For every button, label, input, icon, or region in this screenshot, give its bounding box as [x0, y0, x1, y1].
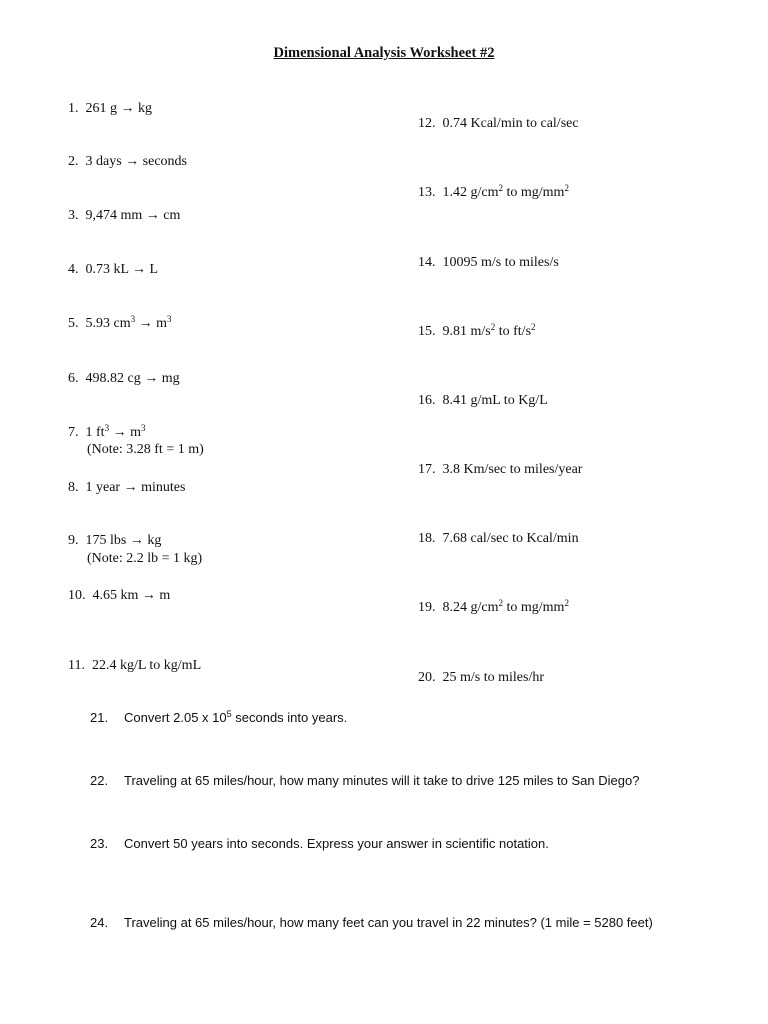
problem-from: 1 ft [85, 425, 105, 440]
problem-1 [68, 100, 152, 118]
problem-number: 22. [90, 773, 109, 788]
problem-to: L [149, 262, 159, 277]
problem-10 [68, 587, 170, 605]
problem-text: 8.24 g/cm [442, 600, 499, 615]
problem-number: 9. [68, 533, 79, 548]
exponent: 3 [167, 314, 172, 324]
problem-to: cm [163, 208, 181, 223]
problem-number: 23. [90, 836, 109, 851]
problem-3 [68, 207, 180, 225]
problem-12 [418, 115, 579, 133]
problem-text: to mg/mm [503, 600, 565, 615]
problem-text: 7.68 cal/sec to Kcal/min [442, 531, 579, 546]
problem-number: 16. [418, 393, 436, 408]
problem-to: kg [138, 101, 152, 116]
problem-to: m [156, 316, 167, 331]
exponent: 2 [498, 598, 503, 608]
problem-24 [90, 914, 653, 932]
problem-number: 6. [68, 371, 79, 386]
problem-text: 8.41 g/mL to Kg/L [442, 393, 548, 408]
problem-from: 175 lbs [85, 533, 127, 548]
problem-number: 1. [68, 101, 79, 116]
arrow-icon: → [112, 425, 127, 440]
problem-22 [90, 772, 639, 790]
problem-number: 11. [68, 658, 85, 673]
arrow-icon: → [132, 262, 147, 277]
problem-6 [68, 370, 180, 388]
problem-text: Traveling at 65 miles/hour, how many minutes will it take to drive 125 miles to San Diego? [124, 773, 640, 788]
problem-14 [418, 254, 559, 272]
arrow-icon: → [120, 101, 135, 116]
problem-text: Convert 2.05 x 10 [124, 710, 227, 725]
arrow-icon: → [138, 316, 153, 331]
problem-13 [418, 184, 569, 202]
problem-18 [418, 530, 579, 548]
exponent: 2 [498, 183, 503, 193]
problem-number: 17. [418, 462, 436, 477]
problem-5 [68, 315, 172, 333]
problem-number: 5. [68, 316, 79, 331]
problem-19 [418, 599, 569, 617]
problem-to: m [130, 425, 141, 440]
problem-8 [68, 479, 185, 497]
problem-number: 15. [418, 324, 436, 339]
problem-from: 1 year [85, 480, 121, 495]
arrow-icon: → [125, 154, 140, 169]
problem-number: 20. [418, 670, 436, 685]
problem-text: to ft/s [495, 324, 532, 339]
problem-7 [68, 424, 145, 442]
problem-number: 2. [68, 154, 79, 169]
problem-number: 3. [68, 208, 79, 223]
problem-9-note: (Note: 2.2 lb = 1 kg) [87, 551, 203, 566]
problem-16 [418, 392, 548, 410]
problem-number: 24. [90, 915, 109, 930]
problem-to: seconds [142, 154, 187, 169]
problem-to: m [159, 588, 171, 603]
problem-21 [90, 709, 347, 727]
arrow-icon: → [123, 480, 138, 495]
problem-from: 261 g [85, 101, 117, 116]
arrow-icon: → [145, 208, 160, 223]
exponent: 2 [564, 598, 569, 608]
problem-20 [418, 669, 544, 687]
problem-from: 3 days [85, 154, 122, 169]
problem-2 [68, 153, 187, 171]
arrow-icon: → [129, 533, 144, 548]
problem-to: minutes [141, 480, 186, 495]
exponent: 3 [140, 423, 146, 433]
problem-from: 4.65 km [92, 588, 139, 603]
problem-number: 12. [418, 116, 436, 131]
problem-text: to mg/mm [503, 185, 565, 200]
problem-number: 4. [68, 262, 79, 277]
problem-text: 3.8 Km/sec to miles/year [442, 462, 583, 477]
problem-9 [68, 532, 161, 550]
exponent: 5 [226, 709, 232, 719]
problem-from: 5.93 cm [85, 316, 131, 331]
problem-to: kg [147, 533, 162, 548]
problem-text: 10095 m/s to miles/s [442, 255, 559, 270]
problem-17 [418, 461, 582, 479]
arrow-icon: → [141, 588, 156, 603]
problem-text: 22.4 kg/L to kg/mL [91, 658, 202, 673]
problem-from: 9,474 mm [85, 208, 143, 223]
problem-text: 1.42 g/cm [442, 185, 499, 200]
problem-text: 9.81 m/s [442, 324, 491, 339]
problem-number: 14. [418, 255, 436, 270]
exponent: 2 [490, 322, 496, 332]
problem-15 [418, 323, 536, 341]
problem-number: 7. [68, 425, 79, 440]
problem-7-note: (Note: 3.28 ft = 1 m) [87, 442, 204, 457]
problem-4 [68, 261, 158, 279]
problem-11 [68, 657, 201, 675]
problem-text: Convert 50 years into seconds. Express your answer in scientific notation. [124, 836, 549, 851]
problem-number: 8. [68, 480, 79, 495]
problem-from: 0.73 kL [85, 262, 129, 277]
problem-number: 13. [418, 185, 436, 200]
problem-number: 10. [68, 588, 86, 603]
exponent: 2 [564, 183, 569, 193]
problem-number: 19. [418, 600, 436, 615]
problem-text: 0.74 Kcal/min to cal/sec [442, 116, 579, 131]
problem-23 [90, 835, 549, 853]
problem-text: 25 m/s to miles/hr [442, 670, 544, 685]
arrow-icon: → [144, 371, 159, 386]
exponent: 3 [130, 314, 136, 324]
problem-text: seconds into years. [231, 710, 348, 725]
problem-to: mg [161, 371, 180, 386]
exponent: 2 [531, 322, 536, 332]
problem-number: 21. [90, 710, 109, 725]
problem-from: 498.82 cg [85, 371, 141, 386]
problem-number: 18. [418, 531, 436, 546]
problem-text: Traveling at 65 miles/hour, how many feet can you travel in 22 minutes? (1 mile = 5280 feet) [124, 915, 653, 930]
worksheet-title: Dimensional Analysis Worksheet #2 [273, 45, 495, 61]
exponent: 3 [104, 423, 110, 433]
